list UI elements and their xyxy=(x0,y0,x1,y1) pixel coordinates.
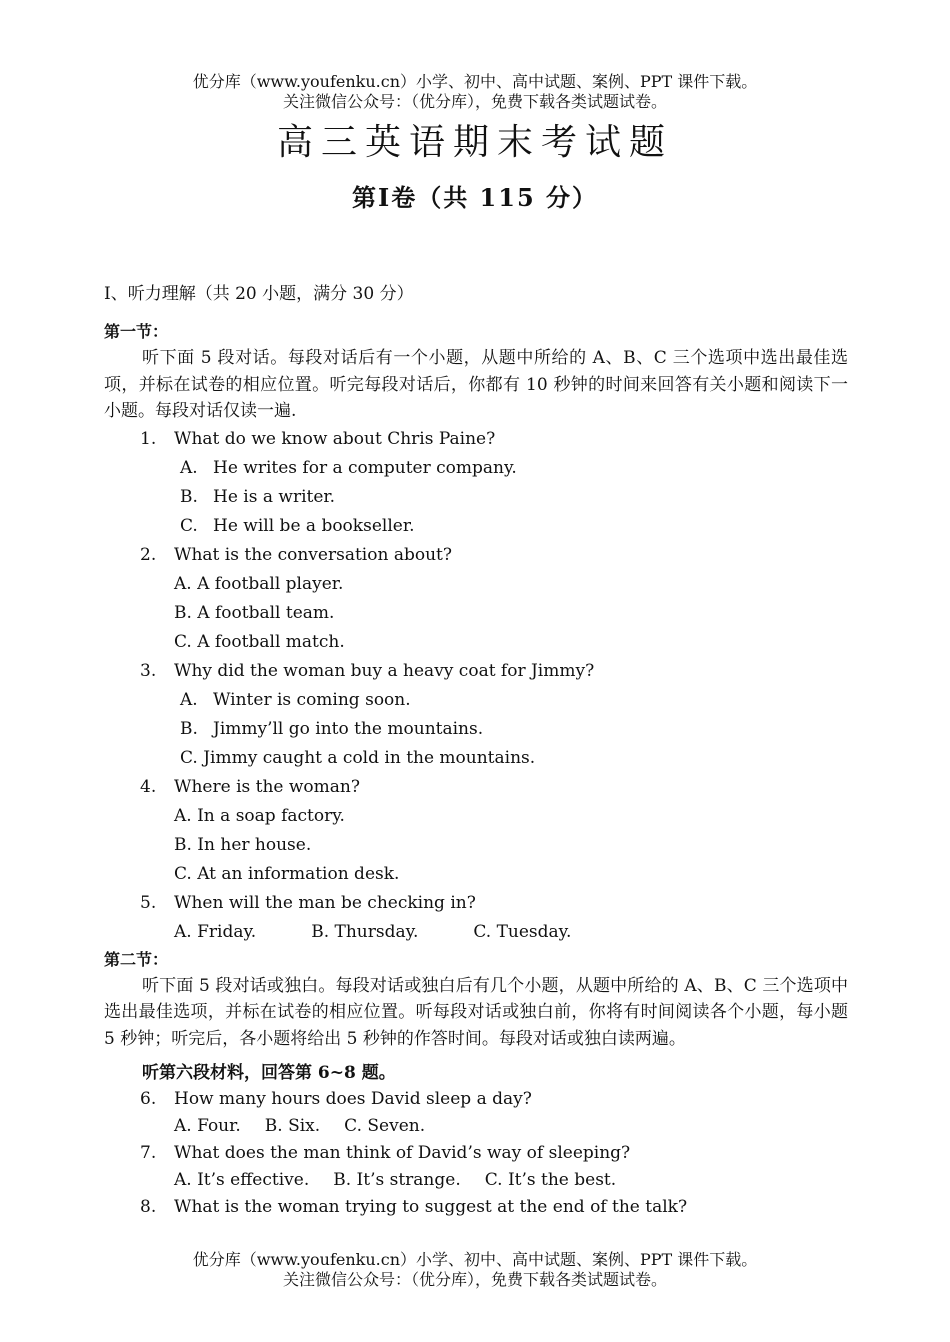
question-text: What is the woman trying to suggest at the end of the talk? xyxy=(174,1197,688,1217)
section-heading: I、听力理解（共 20 小题，满分 30 分） xyxy=(104,284,414,304)
question-number: 6. xyxy=(140,1089,157,1109)
option-2a: A. A football player. xyxy=(174,573,344,594)
option-6b: B. Six. xyxy=(264,1116,321,1136)
question-number: 2. xyxy=(140,544,157,565)
question-text: When will the man be checking in? xyxy=(174,892,476,913)
option-1c xyxy=(104,512,848,541)
question-text: Why did the woman buy a heavy coat for Jimmy? xyxy=(174,660,595,681)
option-1b xyxy=(104,483,848,512)
question-1 xyxy=(104,425,848,454)
option-2b: B. A football team. xyxy=(174,602,335,623)
option-7c: C. It’s the best. xyxy=(484,1170,617,1190)
question-2 xyxy=(104,541,848,570)
option-6c: C. Seven. xyxy=(344,1116,426,1136)
option-7b: B. It’s strange. xyxy=(333,1170,461,1190)
option-5a: A. Friday. xyxy=(174,921,257,942)
option-text: He will be a bookseller. xyxy=(213,515,415,536)
question-text: What do we know about Chris Paine? xyxy=(174,428,496,449)
question-number: 4. xyxy=(140,776,157,797)
question-8 xyxy=(104,1194,848,1221)
option-label: B. xyxy=(180,718,198,739)
option-4c: C. At an information desk. xyxy=(174,863,400,884)
option-text: Winter is coming soon. xyxy=(213,689,411,710)
question-3 xyxy=(104,657,848,686)
question-7 xyxy=(104,1140,848,1167)
question-number: 8. xyxy=(140,1197,157,1217)
question-number: 1. xyxy=(140,428,157,449)
footer-line-1: 优分库（www.youfenku.cn）小学、初中、高中试题、案例、PPT 课件下载。 xyxy=(192,1250,758,1269)
material-heading: 听第六段材料，回答第 6~8 题。 xyxy=(142,1063,396,1083)
option-4a: A. In a soap factory. xyxy=(174,805,345,826)
options-row-7 xyxy=(104,1167,848,1194)
option-5c: C. Tuesday. xyxy=(473,921,572,942)
part1-heading: 第一节： xyxy=(104,322,169,341)
option-2c: C. A football match. xyxy=(174,631,345,652)
option-label: B. xyxy=(180,486,198,507)
question-text: What does the man think of David’s way of sleeping? xyxy=(174,1143,631,1163)
option-5b: B. Thursday. xyxy=(311,921,419,942)
question-text: Where is the woman? xyxy=(174,776,360,797)
part2-instructions: 听下面 5 段对话或独白。每段对话或独白后有几个小题，从题中所给的 A、B、C 三个选项中选出最佳选项，并标在试卷的相应位置。听每段对话或独白前，你将有时间阅读各个小题，每小题 5 秒钟；听完后，各小题将给出 5 秒钟的作答时间。每段对话或独白读两遍。 xyxy=(104,975,848,1049)
option-text: He writes for a computer company. xyxy=(213,457,517,478)
option-3c: C. Jimmy caught a cold in the mountains. xyxy=(180,747,536,768)
options-row-6 xyxy=(104,1113,848,1140)
option-text: He is a writer. xyxy=(213,486,336,507)
question-number: 3. xyxy=(140,660,157,681)
part1-instructions: 听下面 5 段对话。每段对话后有一个小题，从题中所给的 A、B、C 三个选项中选出最佳选项，并标在试卷的相应位置。听完每段对话后，你都有 10 秒钟的时间来回答有关小题和阅读下一小题。每段对话仅读一遍. xyxy=(104,348,848,421)
option-6a: A. Four. xyxy=(174,1116,241,1136)
option-3a xyxy=(104,686,848,715)
part2-heading: 第二节： xyxy=(104,949,169,969)
option-label: A. xyxy=(180,689,198,710)
option-text: Jimmy’ll go into the mountains. xyxy=(213,718,484,739)
exam-content xyxy=(104,281,848,1221)
header-line-2: 关注微信公众号：（优分库），免费下载各类试题试卷。 xyxy=(282,92,667,111)
page-subtitle: 第Ⅰ卷（共 115 分） xyxy=(351,183,599,212)
header-line-1: 优分库（www.youfenku.cn）小学、初中、高中试题、案例、PPT 课件下载。 xyxy=(192,72,758,91)
page-title: 高三英语期末考试题 xyxy=(276,122,673,163)
option-label: C. xyxy=(180,515,198,536)
question-text: What is the conversation about? xyxy=(174,544,452,565)
question-text: How many hours does David sleep a day? xyxy=(174,1089,532,1109)
question-number: 7. xyxy=(140,1143,157,1163)
option-label: A. xyxy=(180,457,198,478)
footer-line-2: 关注微信公众号：（优分库），免费下载各类试题试卷。 xyxy=(282,1270,667,1289)
question-number: 5. xyxy=(140,892,157,913)
option-3b xyxy=(104,715,848,744)
question-6 xyxy=(104,1086,848,1113)
option-1a xyxy=(104,454,848,483)
options-row-5 xyxy=(104,918,848,947)
option-4b: B. In her house. xyxy=(174,834,312,855)
question-4 xyxy=(104,773,848,802)
option-7a: A. It’s effective. xyxy=(174,1170,310,1190)
question-5 xyxy=(104,889,848,918)
